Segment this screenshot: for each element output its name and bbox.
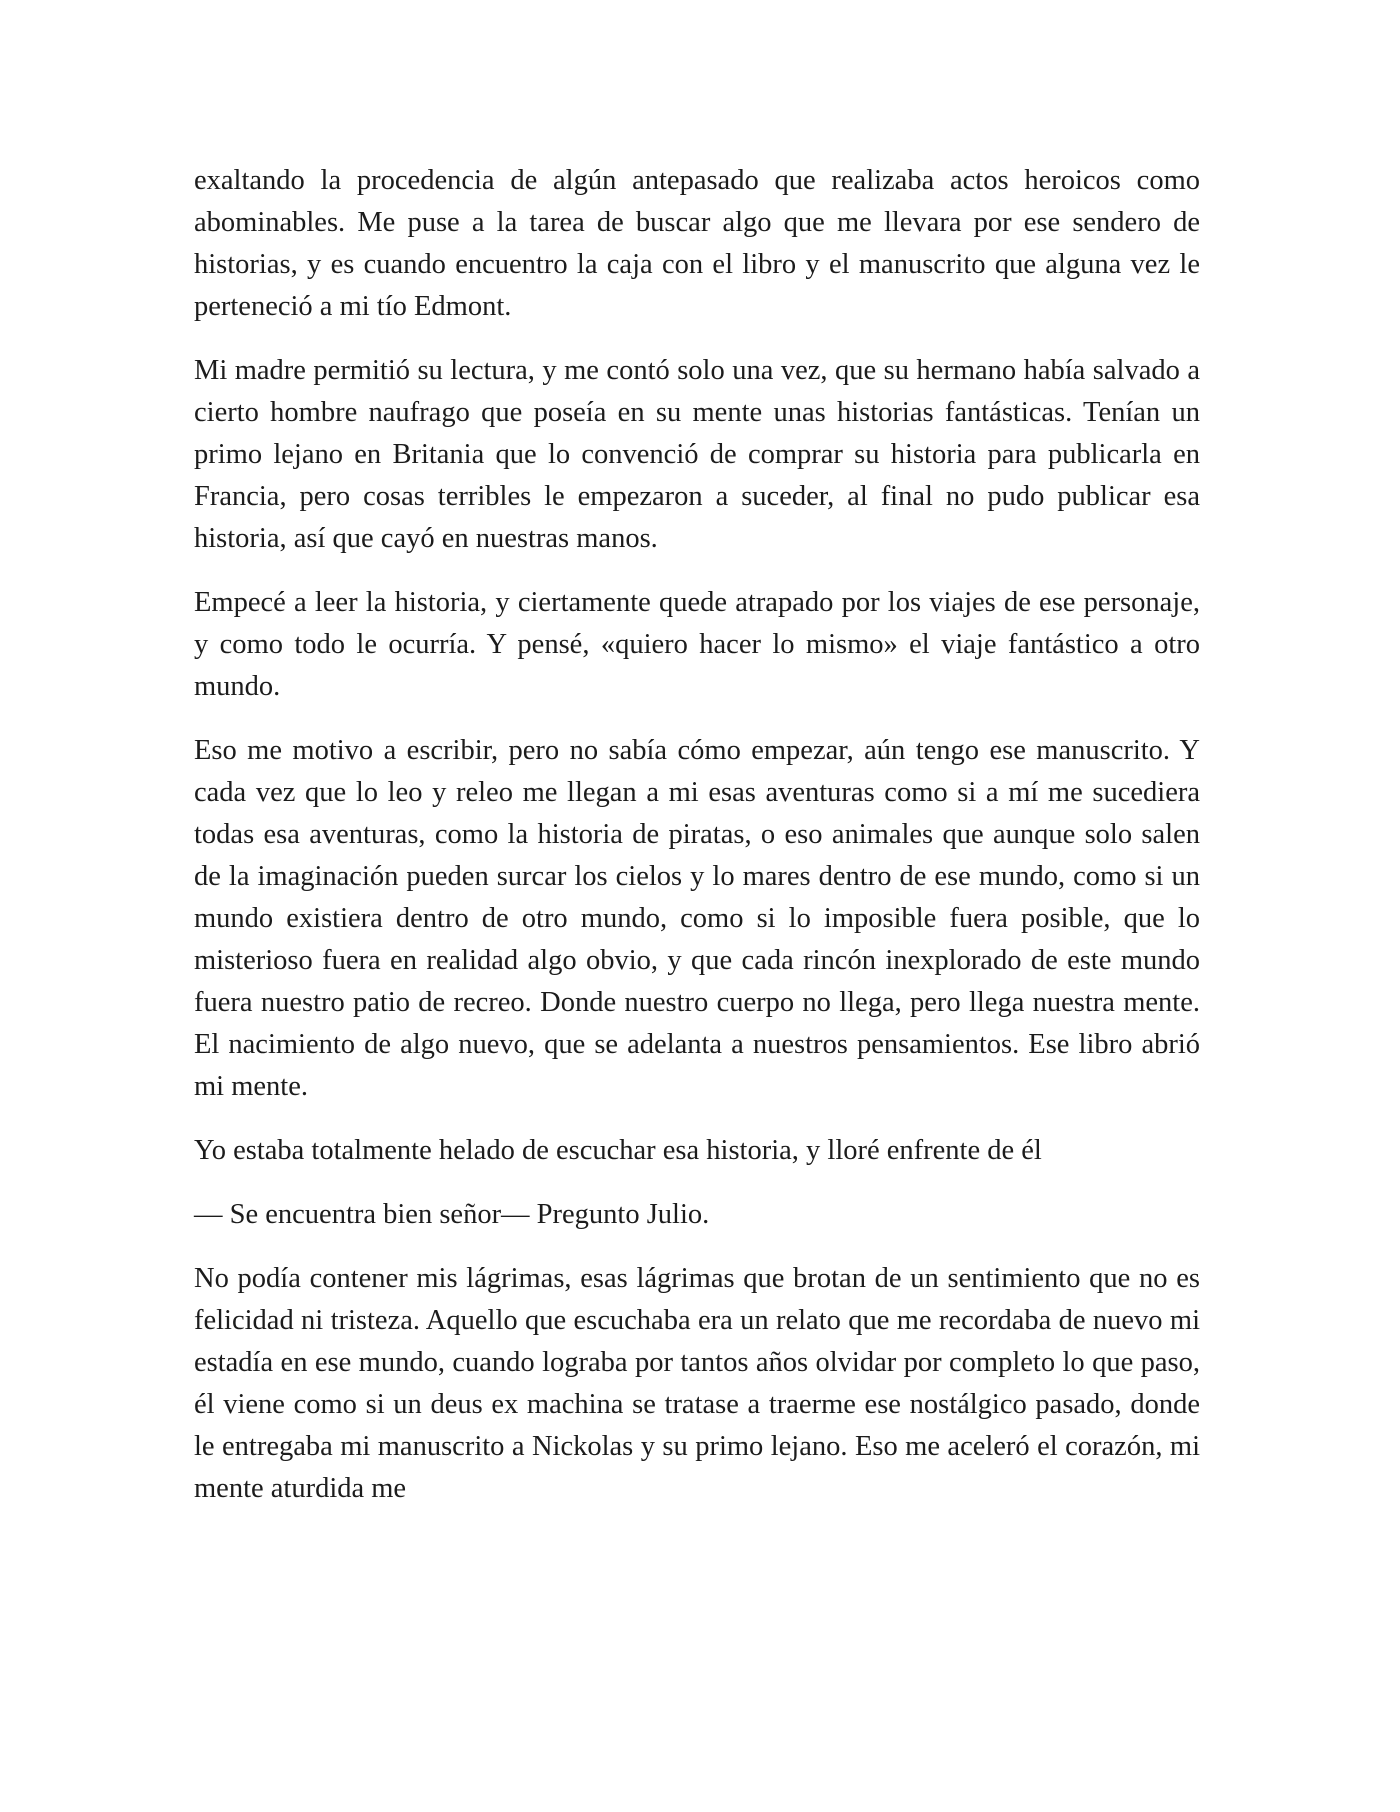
paragraph-4: Eso me motivo a escribir, pero no sabía cómo empezar, aún tengo ese manuscrito. Y cada vez que lo leo y releo me llegan a mi esas aventuras como si a mí me sucediera todas esa aventuras, como la historia de piratas, o eso animales que aunque solo salen de la imaginación pueden surcar los cielos y lo mares dentro de ese mundo, como si un mundo existiera dentro de otro mundo, como si lo imposible fuera posible, que lo misterioso fuera en realidad algo obvio, y que cada rincón inexplorado de este mundo fuera nuestro patio de recreo. Donde nuestro cuerpo no llega, pero llega nuestra mente. El nacimiento de algo nuevo, que se adelanta a nuestros pensamientos. Ese libro abrió mi mente.: [194, 735, 1200, 1102]
body-text: [194, 160, 1200, 1532]
paragraph-5: Yo estaba totalmente helado de escuchar esa historia, y lloré enfrente de él: [194, 1135, 1042, 1166]
paragraph-1: exaltando la procedencia de algún antepasado que realizaba actos heroicos como abominables. Me puse a la tarea de buscar algo que me llevara por ese sendero de historias, y es cuando encuentro la caja con el libro y el manuscrito que alguna vez le perteneció a mi tío Edmont.: [194, 165, 1200, 322]
paragraph-2: Mi madre permitió su lectura, y me contó solo una vez, que su hermano había salvado a cierto hombre naufrago que poseía en su mente unas historias fantásticas. Tenían un primo lejano en Britania que lo convenció de comprar su historia para publicarla en Francia, pero cosas terribles le empezaron a suceder, al final no pudo publicar esa historia, así que cayó en nuestras manos.: [194, 355, 1200, 554]
dialogue-line: — Se encuentra bien señor— Pregunto Julio.: [194, 1199, 710, 1230]
paragraph-7: No podía contener mis lágrimas, esas lágrimas que brotan de un sentimiento que no es felicidad ni tristeza. Aquello que escuchaba era un relato que me recordaba de nuevo mi estadía en ese mundo, cuando lograba por tantos años olvidar por completo lo que paso, él viene como si un deus ex machina se tratase a traerme ese nostálgico pasado, donde le entregaba mi manuscrito a Nickolas y su primo lejano. Eso me aceleró el corazón, mi mente aturdida me: [194, 1263, 1200, 1504]
paragraph-3: Empecé a leer la historia, y ciertamente quede atrapado por los viajes de ese personaje, y como todo le ocurría. Y pensé, «quiero hacer lo mismo» el viaje fantástico a otro mundo.: [194, 587, 1200, 702]
